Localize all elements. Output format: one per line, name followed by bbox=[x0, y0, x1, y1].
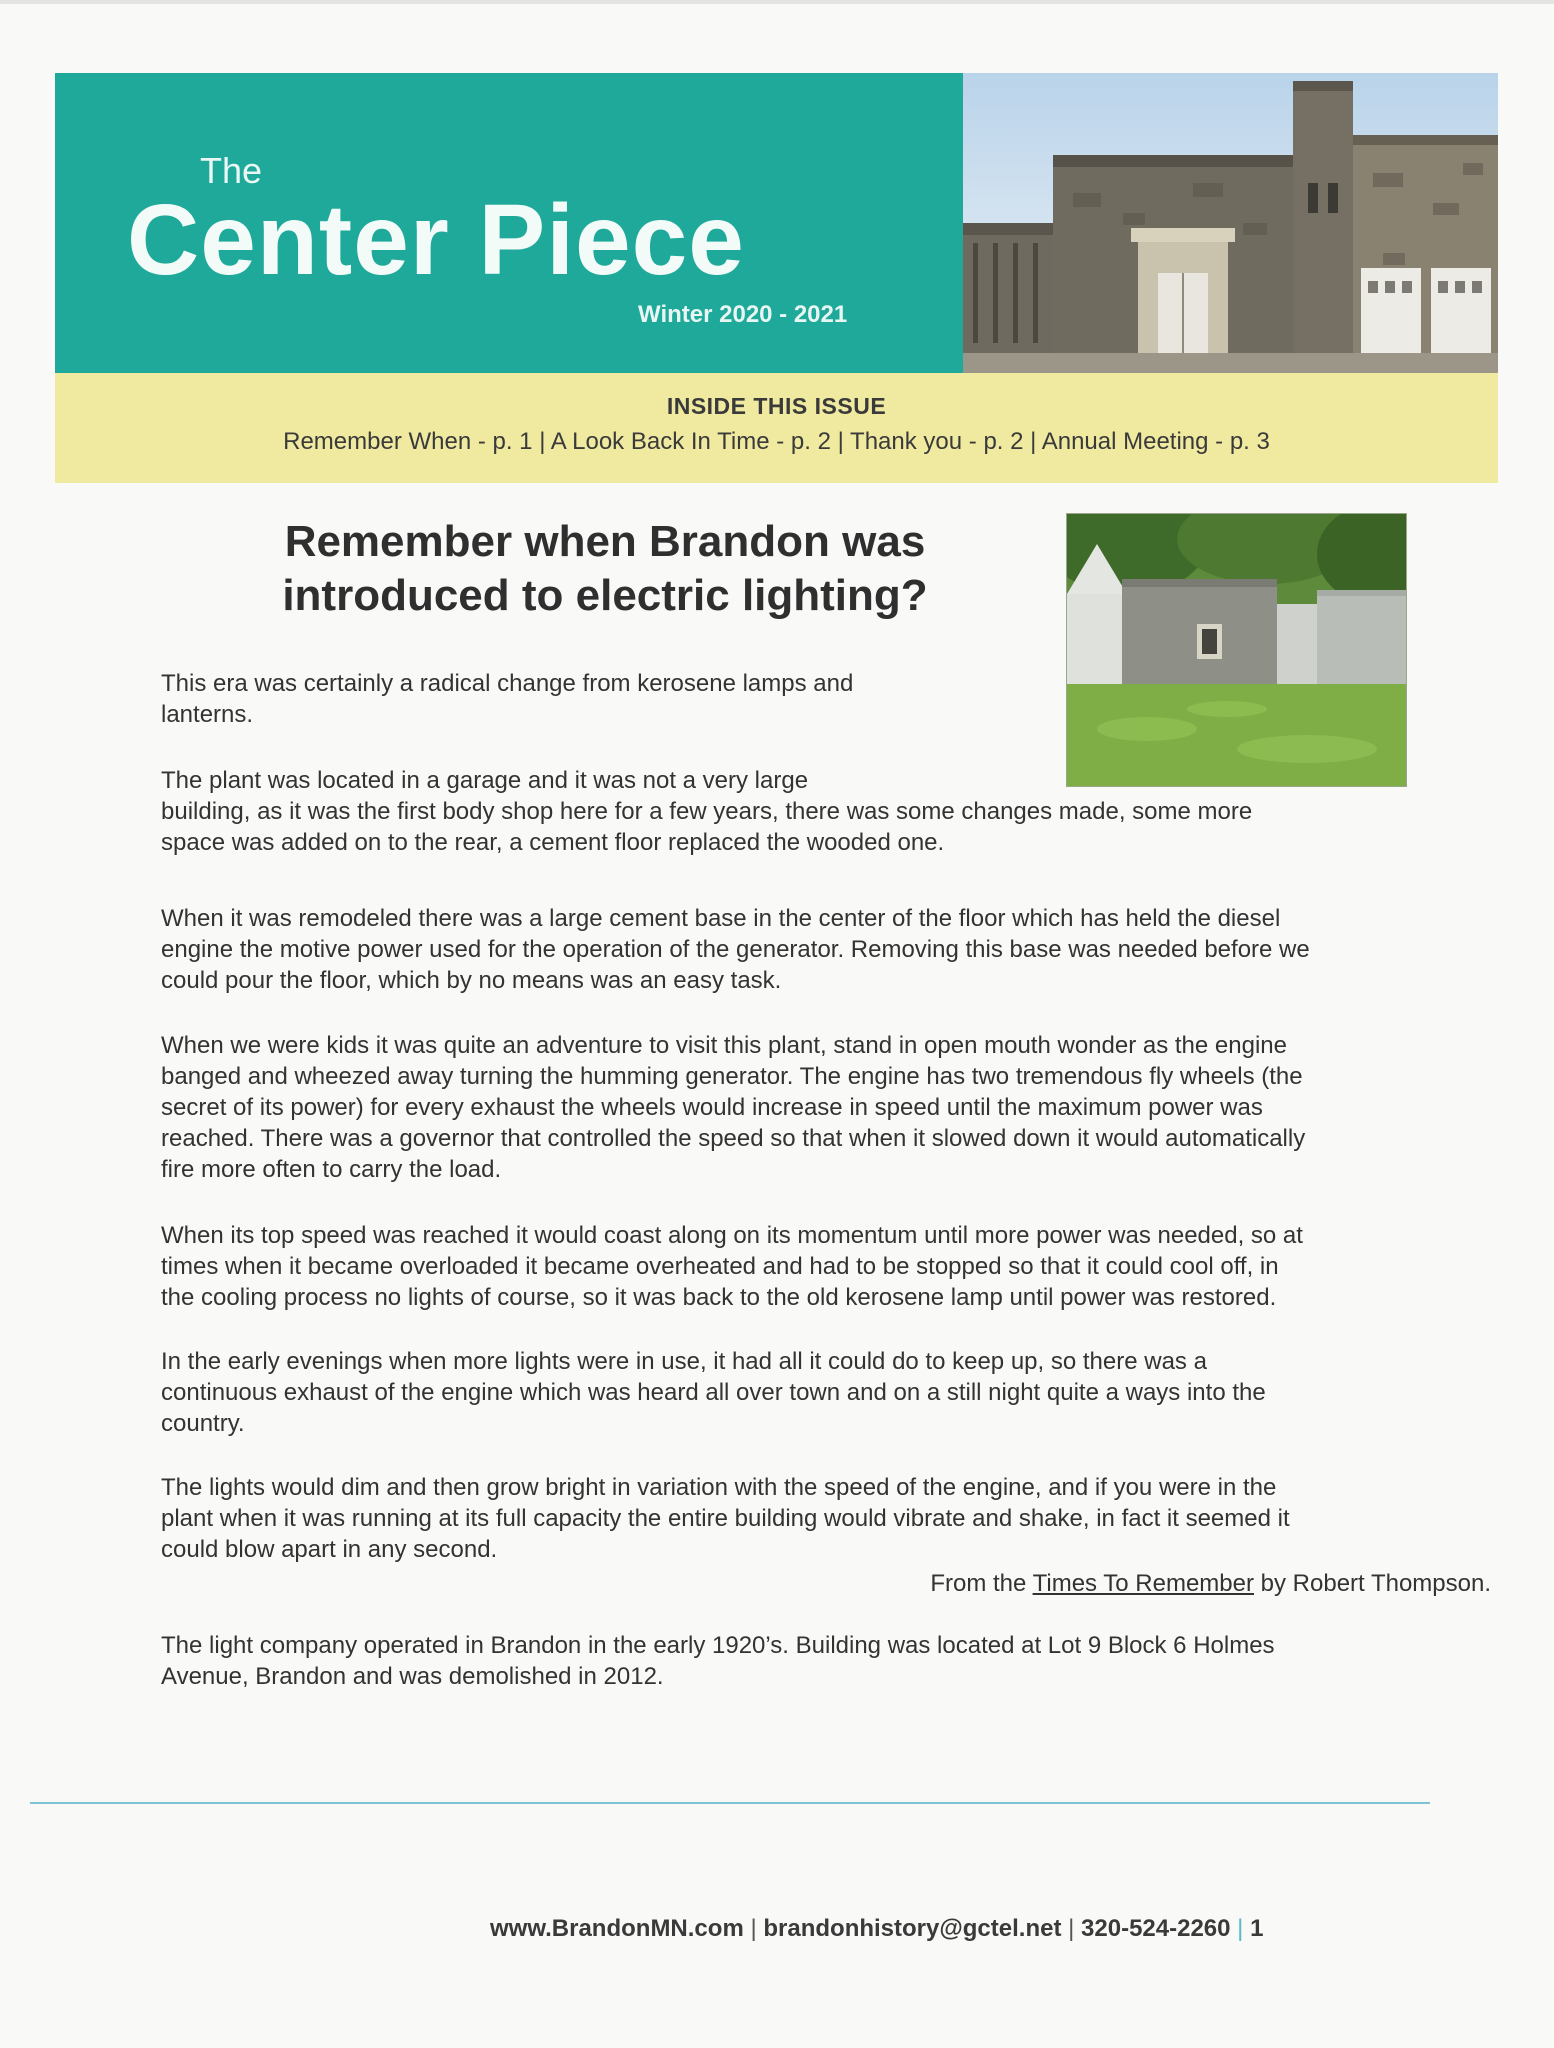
footer-separator: | bbox=[750, 1915, 757, 1942]
text-line: space was added on to the rear, a cement floor replaced the wooded one. bbox=[161, 829, 945, 856]
attribution-suffix: by Robert Thompson. bbox=[1253, 1570, 1491, 1597]
light-plant-illustration bbox=[1067, 514, 1406, 786]
community-center-illustration bbox=[963, 73, 1498, 373]
text-line: secret of its power) for every exhaust the wheels would increase in speed until the maximum power was bbox=[161, 1094, 1263, 1121]
headline-line-1: Remember when Brandon was bbox=[284, 517, 926, 566]
masthead-banner bbox=[55, 73, 963, 373]
headline-line-2: introduced to electric lighting? bbox=[282, 571, 928, 620]
paragraph-4 bbox=[161, 1030, 1305, 1185]
text-line: When its top speed was reached it would coast along on its momentum until more power was needed, so at bbox=[161, 1222, 1303, 1249]
paragraph-5 bbox=[161, 1220, 1303, 1313]
paragraph-3 bbox=[161, 903, 1310, 996]
newsletter-title: Center Piece bbox=[127, 184, 745, 296]
page-footer bbox=[490, 1915, 1263, 1943]
text-line: This era was certainly a radical change from kerosene lamps and bbox=[161, 670, 854, 697]
footer-separator: | bbox=[1237, 1915, 1244, 1942]
inside-this-issue-bar bbox=[55, 373, 1498, 483]
text-line: In the early evenings when more lights were in use, it had all it could do to keep up, so there was a bbox=[161, 1348, 1207, 1375]
footer-phone: 320-524-2260 bbox=[1081, 1915, 1231, 1942]
footer-email: brandonhistory@gctel.net bbox=[763, 1915, 1062, 1942]
community-center-photo bbox=[963, 73, 1498, 373]
text-line: plant when it was running at its full capacity the entire building would vibrate and shake, in fact it seemed it bbox=[161, 1505, 1290, 1532]
text-line: lanterns. bbox=[161, 701, 254, 728]
paragraph-1 bbox=[161, 668, 853, 730]
text-line: continuous exhaust of the engine which was heard all over town and on a still night quite a ways into the bbox=[161, 1379, 1266, 1406]
article-headline bbox=[195, 515, 1015, 623]
article-attribution bbox=[161, 1570, 1491, 1598]
footer-page-number: 1 bbox=[1250, 1915, 1264, 1942]
text-line: building, as it was the first body shop here for a few years, there was some changes made, some more bbox=[161, 798, 1253, 825]
masthead-the: The bbox=[200, 150, 263, 191]
paragraph-6 bbox=[161, 1346, 1266, 1439]
attribution-prefix: From the bbox=[930, 1570, 1033, 1597]
text-line: the cooling process no lights of course, so it was back to the old kerosene lamp until power was restored. bbox=[161, 1284, 1277, 1311]
page-top-edge bbox=[0, 0, 1554, 4]
text-line: When it was remodeled there was a large cement base in the center of the floor which has held the diesel bbox=[161, 905, 1281, 932]
footer-separator: | bbox=[1068, 1915, 1075, 1942]
paragraph-2 bbox=[161, 765, 1252, 858]
text-line: Avenue, Brandon and was demolished in 2012. bbox=[161, 1663, 664, 1690]
paragraph-7 bbox=[161, 1472, 1290, 1565]
text-line: country. bbox=[161, 1410, 245, 1437]
text-line: The plant was located in a garage and it was not a very large bbox=[161, 767, 809, 794]
text-line: When we were kids it was quite an adventure to visit this plant, stand in open mouth wonder as the engine bbox=[161, 1032, 1287, 1059]
text-line: fire more often to carry the load. bbox=[161, 1156, 502, 1183]
building-note bbox=[161, 1630, 1275, 1692]
text-line: The light company operated in Brandon in the early 1920’s. Building was located at Lot 9 Block 6 Holmes bbox=[161, 1632, 1275, 1659]
issue-season: Winter 2020 - 2021 bbox=[638, 301, 848, 328]
inside-this-issue-contents: Remember When - p. 1 | A Look Back In Time - p. 2 | Thank you - p. 2 | Annual Meeting - p. 3 bbox=[283, 428, 1270, 455]
text-line: times when it became overloaded it became overheated and had to be stopped so that it could cool off, in bbox=[161, 1253, 1279, 1280]
text-line: could pour the floor, which by no means was an easy task. bbox=[161, 967, 782, 994]
footer-divider bbox=[30, 1802, 1430, 1804]
text-line: The lights would dim and then grow bright in variation with the speed of the engine, and if you were in the bbox=[161, 1474, 1277, 1501]
light-plant-building-photo bbox=[1066, 513, 1407, 787]
inside-this-issue-heading: INSIDE THIS ISSUE bbox=[666, 393, 887, 419]
text-line: reached. There was a governor that controlled the speed so that when it slowed down it would automatically bbox=[161, 1125, 1306, 1152]
text-line: could blow apart in any second. bbox=[161, 1536, 498, 1563]
attribution-source-title: Times To Remember bbox=[1032, 1570, 1254, 1597]
footer-website: www.BrandonMN.com bbox=[490, 1915, 744, 1942]
text-line: engine the motive power used for the operation of the generator. Removing this base was needed before we bbox=[161, 936, 1310, 963]
text-line: banged and wheezed away turning the humming generator. The engine has two tremendous fly wheels (the bbox=[161, 1063, 1303, 1090]
